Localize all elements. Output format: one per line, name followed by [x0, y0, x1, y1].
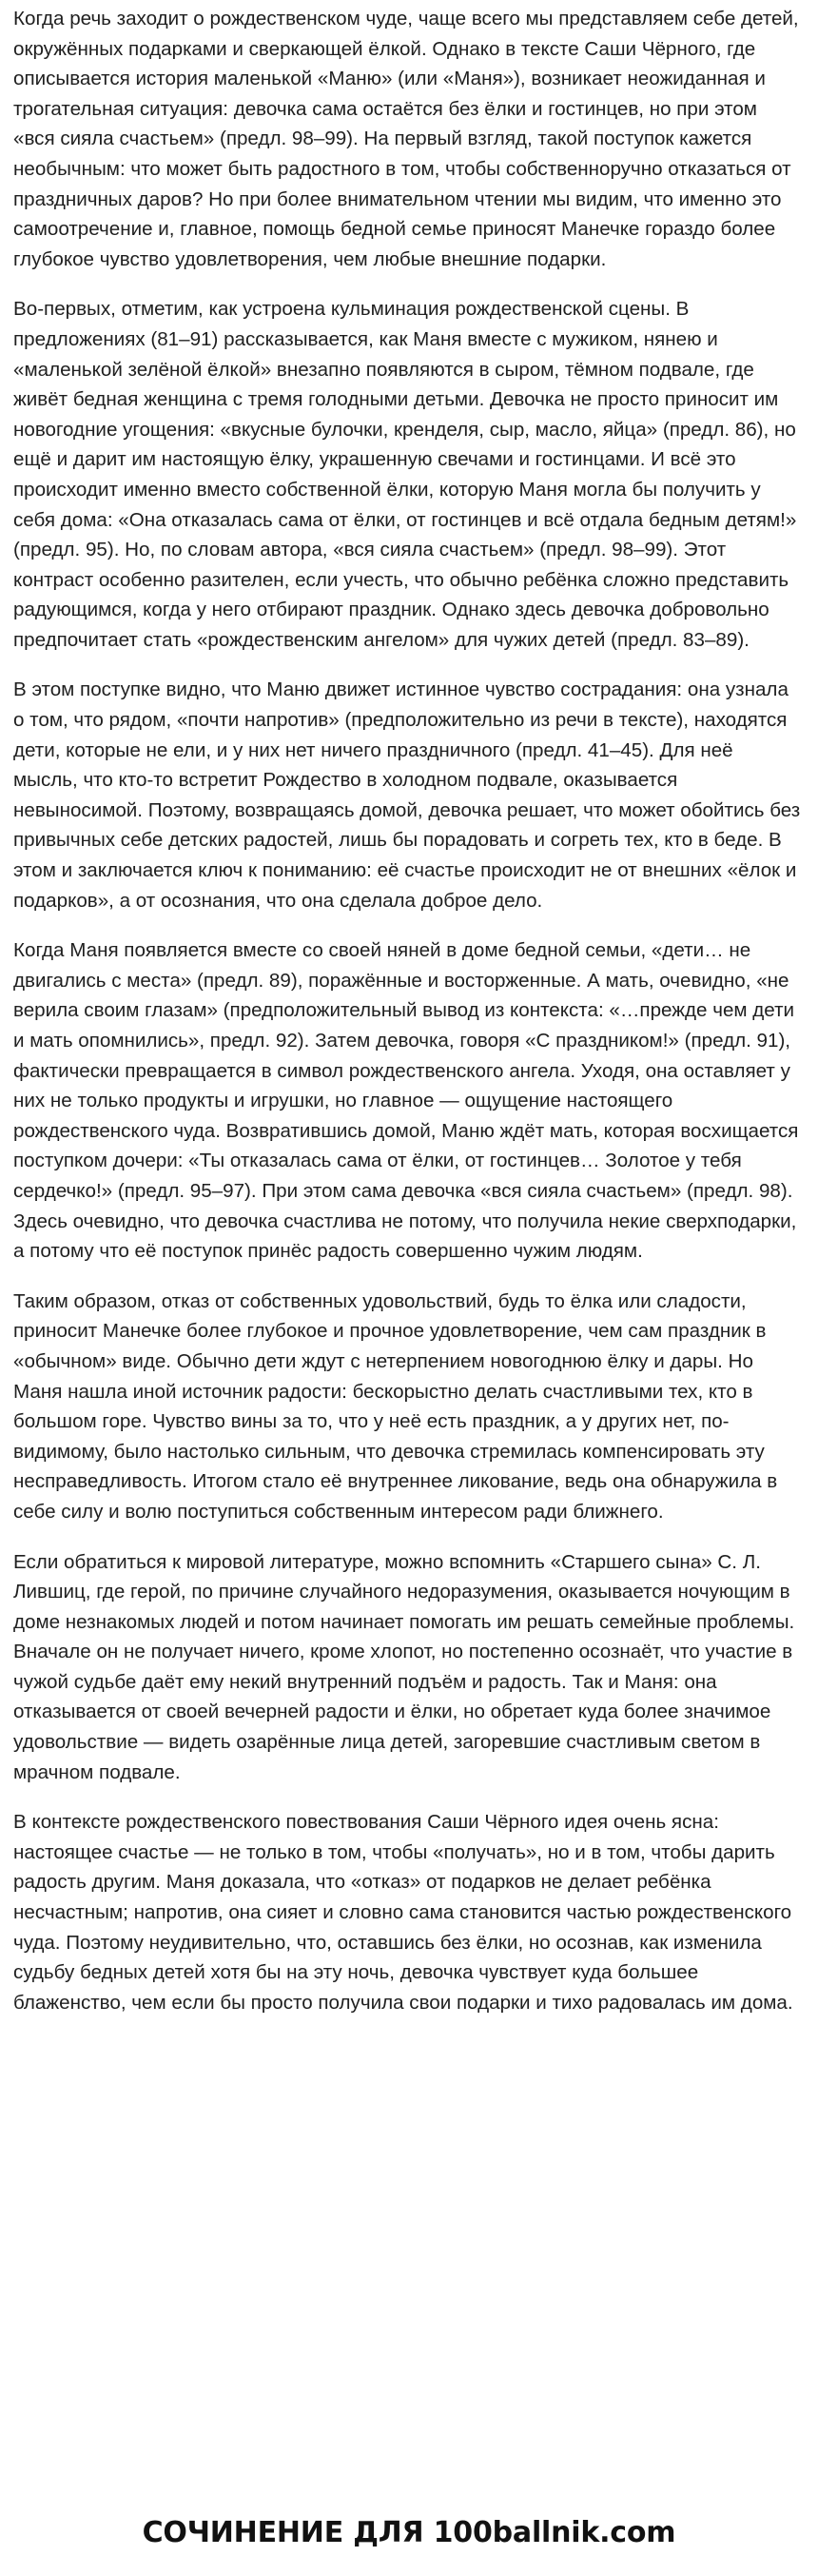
essay-paragraph-1: Когда речь заходит о рождественском чуде, чаще всего мы представляем себе детей, окружённых подарками и сверкающей ёлкой. Однако в тексте Саши Чёрного, где описывается история маленькой «Маню» (или «Маня»), возникает неожиданная и трогательная ситуация: девочка сама остаётся без ёлки и гостинцев, но при этом «вся сияла счастьем» (предл. 98–99). На первый взгляд, такой поступок кажется необычным: что может быть радостного в том, чтобы собственноручно отказаться от праздничных даров? Но при более внимательном чтении мы видим, что именно это самоотречение и, главное, помощь бедной семье приносят Манечке гораздо более глубокое чувство удовлетворения, чем любые внешние подарки.: [13, 8, 799, 270]
essay-body: [13, 4, 803, 2037]
essay-paragraph-6: Если обратиться к мировой литературе, можно вспомнить «Старшего сына» С. Л. Лившиц, где герой, по причине случайного недоразумения, оказывается ночующим в доме незнакомых людей и потом начинает помогать им решать семейные проблемы. Вначале он не получает ничего, кроме хлопот, но постепенно осознаёт, что участие в чужой судьбе даёт ему некий внутренний подъём и радость. Так и Маня: она отказывается от своей вечерней радости и ёлки, но обретает куда более значимое удовольствие — видеть озарённые лица детей, загоревшие счастливым светом в мрачном подвале.: [13, 1550, 795, 1783]
essay-paragraph-4: Когда Маня появляется вместе со своей няней в доме бедной семьи, «дети… не двигались с места» (предл. 89), поражённые и восторженные. А мать, очевидно, «не верила своим глазам» (предположительный вывод из контекста: «…прежде чем дети и мать опомнились», предл. 92). Затем девочка, говоря «С праздником!» (предл. 91), фактически превращается в символ рождественского ангела. Уходя, она оставляет у них не только продукты и игрушки, но главное — ощущение настоящего рождественского чуда. Возвратившись домой, Маню ждёт мать, которая восхищается поступком дочери: «Ты отказалась сама от ёлки, от гостинцев… Золотое у тебя сердечко!» (предл. 95–97). При этом сама девочка «вся сияла счастьем» (предл. 98). Здесь очевидно, что девочка счастлива не потому, что получила некие сверхподарки, а потому что её поступок принёс радость совершенно чужим людям.: [13, 939, 799, 1263]
site-watermark: СОЧИНЕНИЕ ДЛЯ 100ballnik.com: [142, 2516, 676, 2549]
essay-paragraph-3: В этом поступке видно, что Маню движет истинное чувство сострадания: она узнала о том, что рядом, «почти напротив» (предположительно из речи в тексте), находятся дети, которые не ели, и у них нет ничего праздничного (предл. 41–45). Для неё мысль, что кто-то встретит Рождество в холодном подвале, оказывается невыносимой. Поэтому, возвращаясь домой, девочка решает, что может обойтись без привычных себе детских радостей, лишь бы порадовать и согреть тех, кто в беде. В этом и заключается ключ к пониманию: её счастье происходит не от внешних «ёлок и подарков», а от осознания, что она сделала доброе дело.: [13, 678, 801, 912]
essay-paragraph-5: Таким образом, отказ от собственных удовольствий, будь то ёлка или сладости, приносит Манечке более глубокое и прочное удовлетворение, чем сам праздник в «обычном» виде. Обычно дети ждут с нетерпением новогоднюю ёлку и дары. Но Маня нашла иной источник радости: бескорыстно делать счастливыми тех, кто в большом горе. Чувство вины за то, что у неё есть праздник, а у других нет, по-видимому, было настолько сильным, что девочка стремилась компенсировать эту несправедливость. Итогом стало её внутреннее ликование, ведь она обнаружила в себе силу и волю поступиться собственным интересом ради ближнего.: [13, 1289, 778, 1523]
essay-paragraph-7: В контексте рождественского повествования Саши Чёрного идея очень ясна: настоящее счастье — не только в том, чтобы «получать», но и в том, чтобы дарить радость другим. Маня доказала, что «отказ» от подарков не делает ребёнка несчастным; напротив, она сияет и словно сама становится частью рождественского чуда. Поэтому неудивительно, что, оставшись без ёлки, но осознав, как изменила судьбу бедных детей хотя бы на эту ночь, девочка чувствует куда большее блаженство, чем если бы просто получила свои подарки и тихо радовалась им дома.: [13, 1811, 793, 2014]
essay-paragraph-2: Во-первых, отметим, как устроена кульминация рождественской сцены. В предложениях (81–91) рассказывается, как Маня вместе с мужиком, нянею и «маленькой зелёной ёлкой» внезапно появляются в сыром, тёмном подвале, где живёт бедная женщина с тремя голодными детьми. Девочка не просто приносит им новогодние угощения: «вкусные булочки, кренделя, сыр, масло, яйца» (предл. 86), но ещё и дарит им настоящую ёлку, украшенную свечами и гостинцами. И всё это происходит именно вместо собственной ёлки, которую Маня могла бы получить у себя дома: «Она отказалась сама от ёлки, от гостинцев и всё отдала бедным детям!» (предл. 95). Но, по словам автора, «вся сияла счастьем» (предл. 98–99). Этот контраст особенно разителен, если учесть, что обычно ребёнка сложно представить радующимся, когда у него отбирают праздник. Однако здесь девочка добровольно предпочитает стать «рождественским ангелом» для чужих детей (предл. 83–89).: [13, 298, 797, 651]
